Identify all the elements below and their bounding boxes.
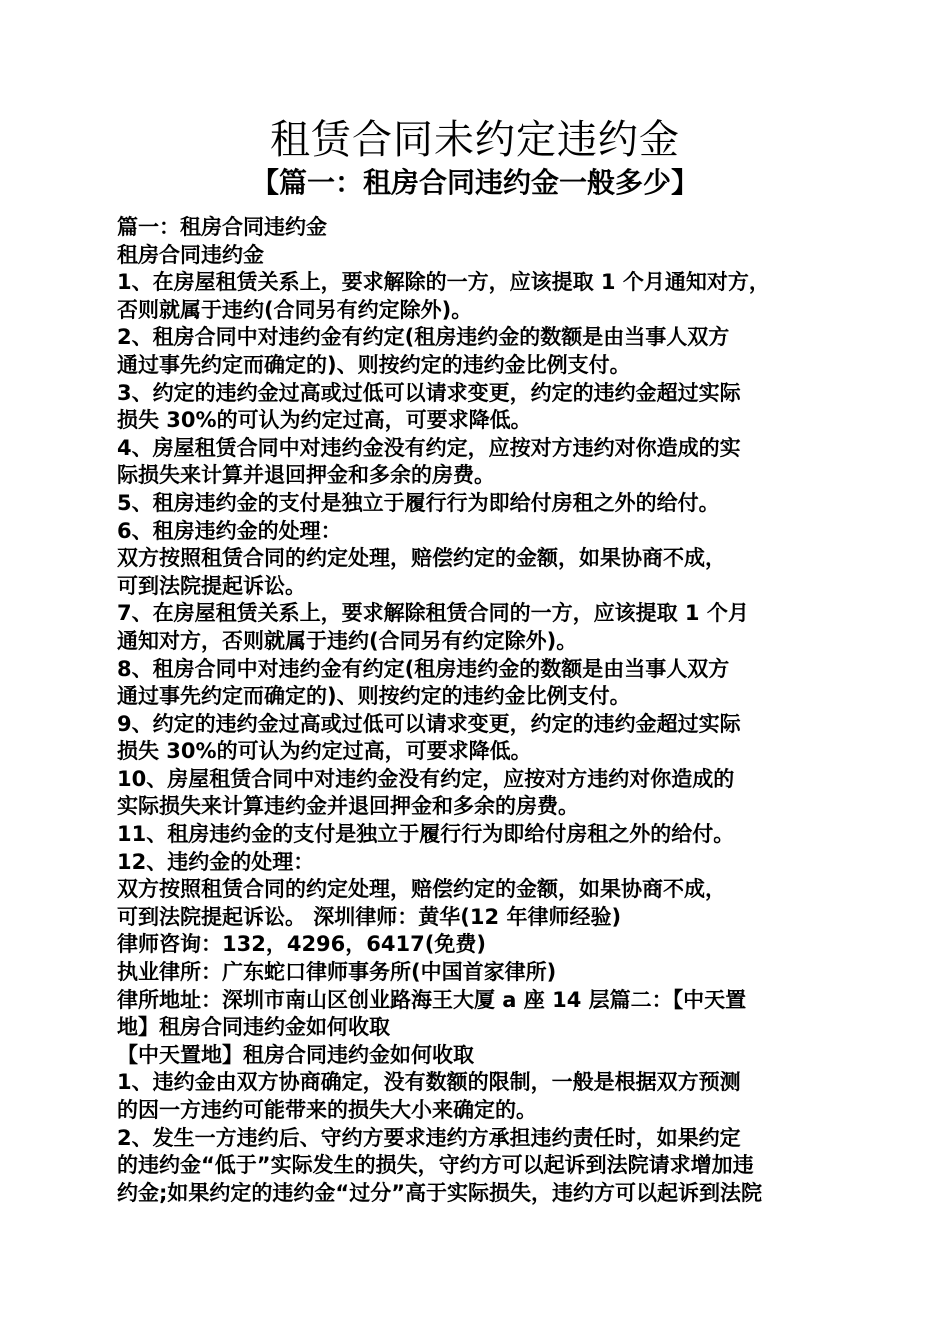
body-line: 1、在房屋租赁关系上，要求解除的一方，应该提取 1 个月通知对方， — [117, 270, 770, 295]
document-title: 租赁合同未约定违约金 — [270, 117, 680, 163]
body-line: 篇一：租房合同违约金 — [117, 215, 327, 239]
body-line: 5、租房违约金的支付是独立于履行行为即给付房租之外的给付。 — [117, 490, 720, 515]
body-line: 执业律所：广东蛇口律师事务所(中国首家律所) — [117, 960, 557, 985]
body-line: 12、违约金的处理： — [117, 849, 315, 874]
body-line: 双方按照租赁合同的约定处理，赔偿约定的金额，如果协商不成， — [117, 877, 726, 902]
body-line: 通过事先约定而确定的)、则按约定的违约金比例支付。 — [117, 352, 631, 377]
body-line: 【中天置地】租房合同违约金如何收取 — [117, 1042, 474, 1067]
body-line: 4、房屋租赁合同中对违约金没有约定，应按对方违约对你造成的实 — [117, 435, 741, 460]
body-line: 租房合同违约金 — [117, 242, 264, 267]
body-line: 可到法院提起诉讼。 — [117, 573, 306, 598]
body-line: 10、房屋租赁合同中对违约金没有约定，应按对方违约对你造成的 — [117, 766, 735, 791]
body-line: 否则就属于违约(合同另有约定除外)。 — [117, 297, 473, 322]
body-line: 通知对方，否则就属于违约(合同另有约定除外)。 — [117, 628, 578, 653]
body-line: 约金;如果约定的违约金“过分”高于实际损失，违约方可以起诉到法院 — [117, 1180, 762, 1205]
body-line: 律师咨询：132，4296，6417(免费) — [117, 932, 486, 957]
document-subtitle: 【篇一：租房合同违约金一般多少】 — [250, 166, 699, 199]
body-line: 9、约定的违约金过高或过低可以请求变更，约定的违约金超过实际 — [117, 711, 741, 736]
body-line: 2、发生一方违约后、守约方要求违约方承担违约责任时，如果约定 — [117, 1125, 741, 1150]
body-line: 双方按照租赁合同的约定处理，赔偿约定的金额，如果协商不成， — [117, 546, 726, 571]
body-line: 7、在房屋租赁关系上，要求解除租赁合同的一方，应该提取 1 个月 — [117, 601, 749, 626]
body-line: 11、租房违约金的支付是独立于履行行为即给付房租之外的给付。 — [117, 822, 735, 847]
body-line: 实际损失来计算违约金并退回押金和多余的房费。 — [117, 794, 579, 819]
body-line: 可到法院提起诉讼。 深圳律师：黄华(12 年律师经验) — [117, 904, 622, 929]
document-body — [117, 214, 833, 1207]
body-line: 通过事先约定而确定的)、则按约定的违约金比例支付。 — [117, 684, 631, 709]
body-line: 2、租房合同中对违约金有约定(租房违约金的数额是由当事人双方 — [117, 325, 730, 350]
body-line: 损失 30%的可认为约定过高，可要求降低。 — [117, 739, 532, 764]
body-line: 的因一方违约可能带来的损失大小来确定的。 — [117, 1098, 537, 1122]
body-line: 的违约金“低于”实际发生的损失，守约方可以起诉到法院请求增加违 — [117, 1153, 754, 1178]
body-line: 损失 30%的可认为约定过高，可要求降低。 — [117, 408, 532, 433]
body-line: 地】租房合同违约金如何收取 — [117, 1015, 390, 1040]
body-line: 际损失来计算并退回押金和多余的房费。 — [117, 463, 495, 488]
body-line: 律所地址：深圳市南山区创业路海王大厦 a 座 14 层篇二：【中天置 — [117, 987, 747, 1012]
body-line: 1、违约金由双方协商确定，没有数额的限制，一般是根据双方预测 — [117, 1070, 741, 1095]
body-line: 8、租房合同中对违约金有约定(租房违约金的数额是由当事人双方 — [117, 656, 730, 681]
body-line: 6、租房违约金的处理： — [117, 518, 342, 543]
body-line: 3、约定的违约金过高或过低可以请求变更，约定的违约金超过实际 — [117, 380, 741, 405]
